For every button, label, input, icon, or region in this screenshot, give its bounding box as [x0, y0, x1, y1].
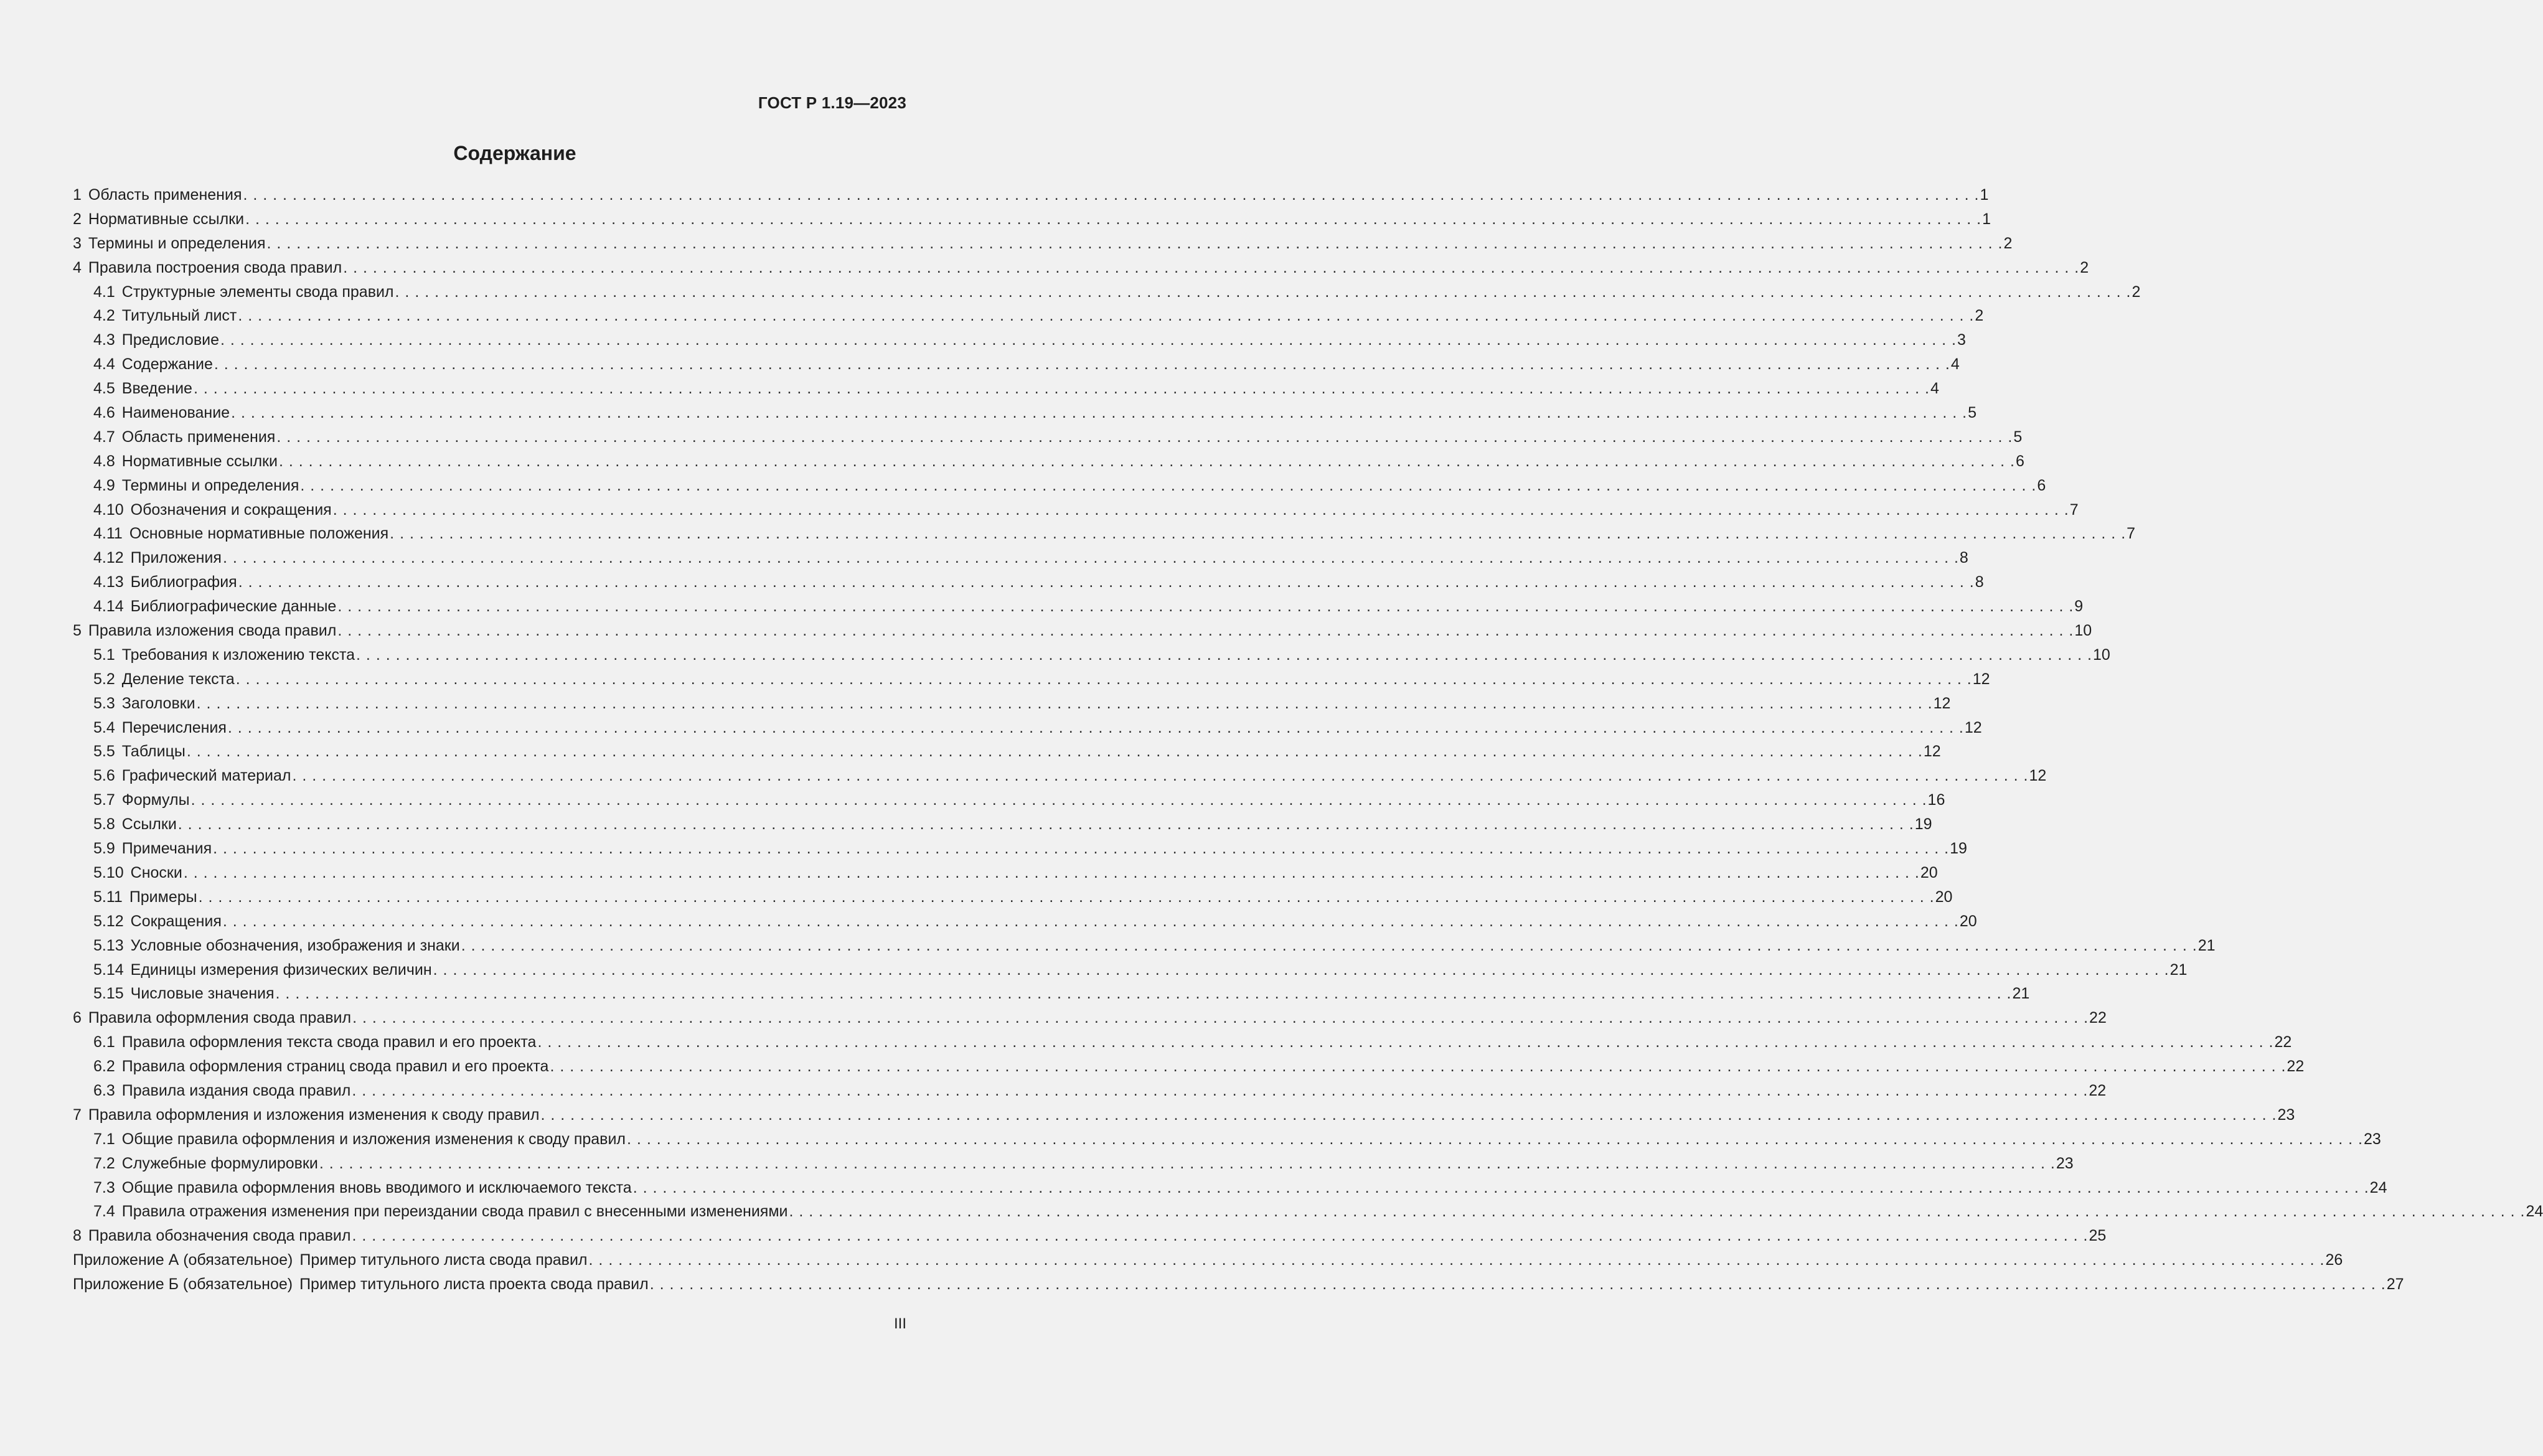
toc-entry-page: 5: [1968, 404, 1977, 422]
toc-entry-title: Введение: [121, 380, 192, 398]
toc-entry-title: Требования к изложению текста: [121, 646, 355, 664]
toc-entry[interactable]: [73, 692, 1951, 716]
toc-dot-leader: [228, 716, 1963, 740]
toc-entry-title: Графический материал: [121, 767, 291, 785]
toc-dot-leader: [627, 1127, 2362, 1152]
toc-entry[interactable]: [73, 740, 1941, 764]
toc-entry-title: Заголовки: [121, 694, 195, 712]
toc-entry[interactable]: [73, 498, 2079, 522]
toc-entry-number: 4.2: [93, 307, 115, 325]
toc-entry-title: Нормативные ссылки: [121, 452, 278, 470]
toc-entry-title: Правила оформления свода правил: [88, 1009, 352, 1027]
toc-entry-title: Библиографические данные: [130, 598, 337, 616]
toc-entry-number: 5.14: [93, 960, 124, 979]
toc-dot-leader: [537, 1030, 2273, 1054]
toc-entry[interactable]: [73, 812, 1932, 837]
toc-dot-leader: [223, 909, 1958, 934]
toc-entry-number: 5.8: [93, 815, 115, 834]
toc-entry-title: Пример титульного листа проекта свода правил: [299, 1275, 649, 1294]
toc-entry[interactable]: [73, 183, 1989, 207]
toc-entry[interactable]: [73, 352, 1960, 377]
toc-entry[interactable]: [73, 934, 2216, 958]
toc-entry[interactable]: [73, 328, 1966, 352]
toc-dot-leader: [337, 594, 2073, 619]
toc-entry[interactable]: [73, 958, 2188, 982]
toc-entry-page: 23: [2364, 1130, 2381, 1148]
toc-entry-title: Правила отражения изменения при переиздании свода правил с внесенными изменениями: [121, 1203, 788, 1221]
toc-entry[interactable]: [73, 1200, 2543, 1224]
toc-entry-title: Правила оформления страниц свода правил и его проекта: [121, 1058, 549, 1076]
toc-entry-number: 4.11: [93, 525, 123, 543]
toc-dot-leader: [191, 788, 1927, 812]
toc-entry-number: 7.2: [93, 1154, 115, 1172]
toc-entry-page: 21: [2012, 985, 2030, 1003]
toc-entry-number: 8: [73, 1227, 82, 1245]
toc-entry[interactable]: [73, 522, 2136, 546]
toc-entry[interactable]: [73, 909, 1977, 934]
toc-entry[interactable]: [73, 304, 1984, 328]
toc-entry[interactable]: [73, 256, 2089, 280]
toc-entry-number: 4: [73, 258, 82, 276]
toc-entry-page: 20: [1959, 912, 1977, 930]
toc-entry-number: 4.3: [93, 331, 115, 349]
toc-entry-title: Таблицы: [121, 743, 186, 761]
toc-entry-number: 4.14: [93, 598, 124, 616]
toc-entry-title: Термины и определения: [88, 234, 266, 252]
toc-entry-title: Числовые значения: [130, 985, 275, 1003]
toc-entry-page: 12: [1964, 718, 1982, 736]
toc-entry-page: 4: [1950, 355, 1960, 373]
toc-entry-page: 5: [2013, 428, 2023, 446]
toc-entry[interactable]: [73, 280, 2141, 304]
toc-entry-number: 4.8: [93, 452, 115, 470]
toc-dot-leader: [236, 667, 1972, 692]
toc-entry-page: 25: [2089, 1227, 2107, 1245]
toc-entry[interactable]: [73, 764, 2047, 788]
toc-entry[interactable]: [73, 401, 1977, 425]
toc-dot-leader: [300, 474, 2036, 498]
toc-entry-page: 19: [1914, 815, 1932, 834]
toc-dot-leader: [245, 207, 1981, 232]
toc-dot-leader: [589, 1248, 2324, 1272]
toc-entry-number: 7.4: [93, 1203, 115, 1221]
toc-entry-title: Правила изложения свода правил: [88, 622, 337, 640]
toc-dot-leader: [550, 1054, 2285, 1079]
toc-entry[interactable]: [73, 1006, 2107, 1030]
toc-dot-leader: [356, 643, 2092, 667]
toc-entry[interactable]: [73, 1054, 2305, 1079]
toc-entry-page: 2: [1975, 307, 1984, 325]
toc-entry[interactable]: [73, 1103, 2295, 1127]
page-number: III: [893, 1315, 906, 1332]
toc-entry-title: Общие правила оформления и изложения изменения к своду правил: [121, 1130, 626, 1148]
toc-entry-title: Основные нормативные положения: [129, 525, 389, 543]
toc-dot-leader: [292, 764, 2028, 788]
toc-entry[interactable]: [73, 885, 1953, 909]
toc-entry[interactable]: [73, 1030, 2292, 1054]
toc-entry-number: 6: [73, 1009, 82, 1027]
toc-entry-number: 4.12: [93, 549, 124, 567]
toc-entry-number: 5.11: [93, 888, 123, 906]
toc-entry-number: 5.2: [93, 670, 115, 688]
toc-dot-leader: [461, 934, 2197, 958]
toc-entry[interactable]: [73, 788, 1945, 812]
toc-dot-leader: [789, 1200, 2524, 1224]
toc-entry-number: Приложение А (обязательное): [73, 1251, 293, 1269]
toc-dot-leader: [214, 352, 1950, 377]
toc-entry-title: Область применения: [121, 428, 276, 446]
toc-entry-number: 6.2: [93, 1058, 115, 1076]
toc-entry-page: 10: [2093, 646, 2110, 664]
toc-dot-leader: [197, 692, 1932, 716]
toc-dot-leader: [220, 328, 1956, 352]
toc-entry-page: 10: [2074, 622, 2092, 640]
toc-entry-page: 19: [1950, 840, 1967, 858]
toc-dot-leader: [333, 498, 2069, 522]
toc-entry-title: Приложения: [130, 549, 222, 567]
toc-entry-page: 21: [2169, 960, 2188, 979]
toc-entry[interactable]: [73, 667, 1990, 692]
toc-entry-number: 4.10: [93, 500, 124, 519]
toc-entry-title: Правила оформления и изложения изменения к своду правил: [88, 1106, 540, 1124]
toc-entry[interactable]: [73, 232, 2013, 256]
toc-entry-page: 3: [1957, 331, 1966, 349]
toc-entry-page: 8: [1975, 573, 1984, 591]
toc-dot-leader: [187, 740, 1922, 764]
toc-entry-page: 7: [2127, 525, 2136, 543]
toc-dot-leader: [433, 958, 2169, 982]
toc-entry-page: 12: [1923, 743, 1941, 761]
toc-entry-page: 22: [2274, 1033, 2292, 1051]
toc-entry-title: Нормативные ссылки: [88, 210, 245, 228]
toc-entry[interactable]: [73, 716, 1982, 740]
toc-entry-number: 5: [73, 622, 82, 640]
toc-dot-leader: [276, 982, 2011, 1006]
toc-dot-leader: [199, 885, 1934, 909]
toc-entry-title: Пример титульного листа свода правил: [299, 1251, 588, 1269]
toc-entry-number: 3: [73, 234, 82, 252]
toc-entry-title: Примеры: [129, 888, 197, 906]
toc-entry-title: Правила издания свода правил: [121, 1081, 351, 1099]
toc-entry-title: Правила обозначения свода правил: [88, 1227, 351, 1245]
toc-entry-page: 1: [1980, 186, 1989, 204]
toc-entry[interactable]: [73, 982, 2030, 1006]
toc-entry[interactable]: [73, 1272, 2404, 1297]
toc-entry-number: 2: [73, 210, 82, 228]
toc-entry-page: 24: [2526, 1203, 2543, 1221]
toc-entry-page: 7: [2069, 500, 2079, 519]
toc-entry-number: 5.6: [93, 767, 115, 785]
toc-entry-number: 5.10: [93, 863, 124, 881]
toc-entry-title: Наименование: [121, 404, 230, 422]
toc-entry-title: Общие правила оформления вновь вводимого и исключаемого текста: [121, 1178, 632, 1196]
toc-entry-number: 5.7: [93, 791, 115, 809]
toc-entry-number: 5.9: [93, 840, 115, 858]
toc-entry[interactable]: [73, 1152, 2074, 1176]
toc-entry-title: Перечисления: [121, 718, 227, 736]
toc-entry-page: 1: [1982, 210, 1991, 228]
toc-entry-page: 22: [2287, 1058, 2305, 1076]
toc-entry-page: 26: [2325, 1251, 2343, 1269]
toc-entry-number: 5.4: [93, 718, 115, 736]
toc-dot-leader: [213, 837, 1948, 861]
toc-dot-leader: [650, 1272, 2386, 1297]
toc-entry-title: Служебные формулировки: [121, 1154, 318, 1172]
toc-dot-leader: [178, 812, 1914, 837]
toc-dot-leader: [343, 256, 2079, 280]
toc-entry-page: 8: [1959, 549, 1968, 567]
toc-entry-page: 2: [2080, 258, 2089, 276]
toc-entry-title: Примечания: [121, 840, 212, 858]
toc-entry-number: 5.3: [93, 694, 115, 712]
toc-entry[interactable]: [73, 570, 1984, 594]
toc-dot-leader: [223, 546, 1958, 570]
toc-entry-number: 4.13: [93, 573, 124, 591]
toc-entry-number: 1: [73, 186, 82, 204]
toc-entry-number: 4.1: [93, 283, 115, 301]
toc-dot-leader: [267, 232, 2003, 256]
toc-entry-page: 20: [1935, 888, 1953, 906]
toc-dot-leader: [540, 1103, 2276, 1127]
toc-entry[interactable]: [73, 1224, 2107, 1248]
toc-entry-title: Обозначения и сокращения: [130, 500, 332, 519]
toc-entry-title: Термины и определения: [121, 476, 299, 494]
toc-entry-number: 6.3: [93, 1081, 115, 1099]
toc-entry-page: 2: [2132, 283, 2141, 301]
toc-entry-number: 4.4: [93, 355, 115, 373]
toc-entry-page: 21: [2198, 936, 2216, 954]
toc-entry-title: Структурные элементы свода правил: [121, 283, 394, 301]
toc-entry-title: Предисловие: [121, 331, 219, 349]
toc-entry-number: 4.7: [93, 428, 115, 446]
toc-dot-leader: [390, 522, 2125, 546]
toc-entry[interactable]: [73, 377, 1939, 401]
toc-entry-number: 4.9: [93, 476, 115, 494]
toc-dot-leader: [243, 183, 1978, 207]
toc-dot-leader: [279, 449, 2014, 474]
toc-entry-number: 5.5: [93, 743, 115, 761]
toc-entry[interactable]: [73, 546, 1968, 570]
toc-entry-page: 22: [2089, 1081, 2107, 1099]
toc-entry[interactable]: [73, 1079, 2107, 1103]
toc-entry-number: 5.1: [93, 646, 115, 664]
toc-entry[interactable]: [73, 1248, 2343, 1272]
toc-dot-leader: [337, 619, 2073, 643]
toc-entry-title: Условные обозначения, изображения и знаки: [130, 936, 460, 954]
toc-entry-page: 4: [1930, 380, 1939, 398]
toc-entry-page: 22: [2089, 1009, 2107, 1027]
toc-entry-number: 5.15: [93, 985, 124, 1003]
toc-entry-number: 5.13: [93, 936, 124, 954]
toc-entry[interactable]: [73, 619, 2092, 643]
toc-entry-title: Единицы измерения физических величин: [130, 960, 432, 979]
toc-entry-page: 27: [2386, 1275, 2404, 1294]
toc-entry-page: 2: [2003, 234, 2013, 252]
toc-entry-title: Правила построения свода правил: [88, 258, 342, 276]
toc-entry-title: Ссылки: [121, 815, 177, 834]
toc-dot-leader: [395, 280, 2131, 304]
toc-dot-leader: [319, 1152, 2055, 1176]
toc-dot-leader: [352, 1079, 2087, 1103]
toc-entry-page: 6: [2015, 452, 2024, 470]
toc-entry-page: 12: [1972, 670, 1990, 688]
toc-entry-number: 4.5: [93, 380, 115, 398]
toc-entry-title: Сокращения: [130, 912, 222, 930]
toc-entry-page: 12: [1933, 694, 1951, 712]
toc-entry-page: 24: [2369, 1178, 2387, 1196]
toc-entry-page: 23: [2056, 1154, 2074, 1172]
toc-entry[interactable]: [73, 594, 2084, 619]
toc-entry-page: 23: [2277, 1106, 2295, 1124]
toc-dot-leader: [276, 425, 2012, 449]
toc-entry[interactable]: [73, 861, 1938, 885]
toc-entry-number: 6.1: [93, 1033, 115, 1051]
toc-entry-page: 16: [1927, 791, 1945, 809]
toc-dot-leader: [184, 861, 1919, 885]
toc-entry-title: Библиография: [130, 573, 237, 591]
toc-entry-page: 12: [2029, 767, 2047, 785]
toc-entry-title: Содержание: [121, 355, 213, 373]
toc-dot-leader: [633, 1176, 2369, 1200]
toc-entry[interactable]: [73, 207, 1991, 232]
toc-entry[interactable]: [73, 837, 1967, 861]
toc-entry-title: Титульный лист: [121, 307, 237, 325]
toc-dot-leader: [194, 377, 1929, 401]
toc-entry-number: 7.1: [93, 1130, 115, 1148]
toc-entry-title: Сноски: [130, 863, 182, 881]
toc-dot-leader: [352, 1006, 2088, 1030]
toc-entry-title: Область применения: [88, 186, 242, 204]
toc-entry-number: 5.12: [93, 912, 124, 930]
toc-entry[interactable]: [73, 643, 2110, 667]
toc-entry-title: Правила оформления текста свода правил и его проекта: [121, 1033, 537, 1051]
toc-entry[interactable]: [73, 425, 2023, 449]
toc-title: Содержание: [453, 142, 576, 164]
toc-dot-leader: [352, 1224, 2088, 1248]
toc-entry[interactable]: [73, 1127, 2381, 1152]
toc-entry-title: Формулы: [121, 791, 190, 809]
toc-dot-leader: [238, 570, 1974, 594]
toc-entry[interactable]: [73, 474, 2046, 498]
toc-entry-page: 6: [2037, 476, 2046, 494]
table-of-contents: [73, 183, 2543, 1297]
toc-entry-page: 20: [1920, 863, 1938, 881]
toc-entry-page: 9: [2074, 598, 2084, 616]
document-code: ГОСТ Р 1.19—2023: [758, 93, 906, 112]
toc-entry-number: 7: [73, 1106, 82, 1124]
toc-dot-leader: [238, 304, 1973, 328]
toc-dot-leader: [231, 401, 1967, 425]
toc-entry-title: Деление текста: [121, 670, 235, 688]
toc-entry-number: 7.3: [93, 1178, 115, 1196]
toc-entry[interactable]: [73, 1176, 2387, 1200]
toc-entry-number: Приложение Б (обязательное): [73, 1275, 293, 1294]
toc-entry-number: 4.6: [93, 404, 115, 422]
toc-entry[interactable]: [73, 449, 2024, 474]
